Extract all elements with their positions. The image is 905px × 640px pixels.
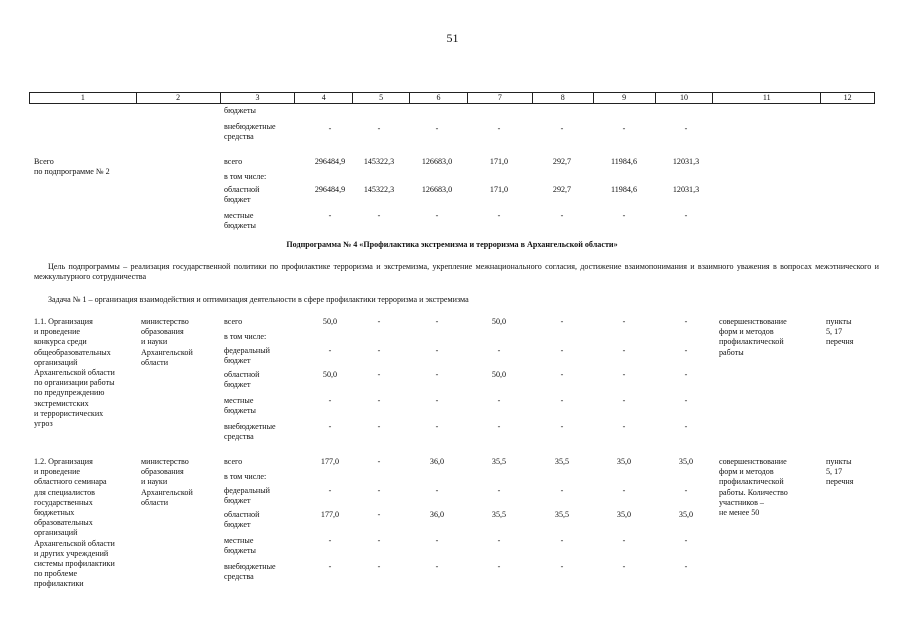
value-cell: - xyxy=(377,370,381,379)
col-header-9: 9 xyxy=(594,93,656,103)
value-cell: 292,7 xyxy=(552,185,572,194)
value-cell: - xyxy=(622,536,626,545)
value-cell: - xyxy=(435,422,439,431)
value-cell: 177,0 xyxy=(320,457,340,466)
value-cell: 145322,3 xyxy=(363,185,395,194)
value-cell: - xyxy=(560,562,564,571)
col-header-2: 2 xyxy=(137,93,221,103)
source-label: федеральный бюджет xyxy=(224,486,270,506)
value-cell: - xyxy=(328,422,332,431)
value-cell: - xyxy=(622,317,626,326)
value-cell: - xyxy=(560,317,564,326)
page-number: 51 xyxy=(446,31,459,45)
value-cell: 50,0 xyxy=(491,317,507,326)
value-cell: - xyxy=(377,486,381,495)
total-label: Всего по подпрограмме № 2 xyxy=(34,157,110,177)
value-cell: - xyxy=(435,562,439,571)
value-cell: 177,0 xyxy=(320,510,340,519)
value-cell: - xyxy=(560,211,564,220)
value-cell: 35,5 xyxy=(554,510,570,519)
task-text: Задача № 1 – организация взаимодействия и оптимизация деятельности в сфере профилактики терроризма и экстремизма xyxy=(48,295,469,304)
value-cell: - xyxy=(684,486,688,495)
value-cell: - xyxy=(560,486,564,495)
value-cell: 11984,6 xyxy=(610,157,637,166)
value-cell: 12031,3 xyxy=(672,157,700,166)
value-cell: - xyxy=(684,422,688,431)
value-cell: - xyxy=(328,486,332,495)
col-header-5: 5 xyxy=(353,93,410,103)
value-cell: - xyxy=(684,346,688,355)
table-header-row xyxy=(29,92,875,104)
subprogram-title: Подпрограмма № 4 «Профилактика экстремизма и терроризма в Архангельской области» xyxy=(286,240,618,249)
value-cell: - xyxy=(377,346,381,355)
value-cell: - xyxy=(497,211,501,220)
value-cell: 12031,3 xyxy=(672,185,700,194)
value-cell: 171,0 xyxy=(489,157,509,166)
value-cell: - xyxy=(622,396,626,405)
value-cell: - xyxy=(684,536,688,545)
value-cell: 35,0 xyxy=(678,457,694,466)
value-cell: - xyxy=(560,370,564,379)
value-cell: - xyxy=(560,124,564,133)
list-points: пункты 5, 17 перечня xyxy=(826,317,854,347)
value-cell: - xyxy=(435,370,439,379)
source-label: в том числе: xyxy=(224,332,267,341)
value-cell: 35,5 xyxy=(554,457,570,466)
value-cell: - xyxy=(328,346,332,355)
value-cell: - xyxy=(377,562,381,571)
value-cell: - xyxy=(435,536,439,545)
value-cell: 50,0 xyxy=(322,317,338,326)
value-cell: - xyxy=(497,346,501,355)
value-cell: - xyxy=(684,211,688,220)
value-cell: 171,0 xyxy=(489,185,509,194)
value-cell: 50,0 xyxy=(491,370,507,379)
col-header-1: 1 xyxy=(30,93,137,103)
value-cell: - xyxy=(497,536,501,545)
value-cell: - xyxy=(328,211,332,220)
value-cell: - xyxy=(435,211,439,220)
value-cell: - xyxy=(684,396,688,405)
source-label: в том числе: xyxy=(224,472,267,481)
value-cell: - xyxy=(377,211,381,220)
value-cell: - xyxy=(622,422,626,431)
value-cell: 292,7 xyxy=(552,157,572,166)
value-cell: - xyxy=(497,486,501,495)
expected-result: совершенствование форм и методов профилактической работы. Количество участников – не менее 50 xyxy=(719,457,788,518)
source-label: местные бюджеты xyxy=(224,396,256,416)
source-label: областной бюджет xyxy=(224,370,260,390)
value-cell: - xyxy=(622,562,626,571)
value-cell: - xyxy=(622,370,626,379)
source-label: внебюджетные средства xyxy=(224,422,276,442)
col-header-6: 6 xyxy=(410,93,468,103)
value-cell: - xyxy=(435,346,439,355)
budget-continued: бюджеты xyxy=(224,106,256,115)
value-cell: 35,0 xyxy=(616,457,632,466)
value-cell: - xyxy=(497,422,501,431)
value-cell: - xyxy=(377,422,381,431)
value-cell: 296484,9 xyxy=(314,157,346,166)
value-cell: - xyxy=(684,370,688,379)
value-cell: - xyxy=(560,422,564,431)
col-header-7: 7 xyxy=(468,93,533,103)
col-header-3: 3 xyxy=(221,93,296,103)
source-label: всего xyxy=(224,457,243,466)
value-cell: - xyxy=(622,346,626,355)
value-cell: - xyxy=(435,396,439,405)
source-label: областной бюджет xyxy=(224,185,260,205)
col-header-11: 11 xyxy=(713,93,821,103)
expected-result: совершенствование форм и методов профилактической работы xyxy=(719,317,787,357)
value-cell: 50,0 xyxy=(322,370,338,379)
source-label: областной бюджет xyxy=(224,510,260,530)
value-cell: - xyxy=(497,396,501,405)
value-cell: - xyxy=(435,124,439,133)
value-cell: - xyxy=(560,536,564,545)
goal-text: Цель подпрограммы – реализация государственной политики по профилактике терроризма и экстремизма, укрепление межнационального согласия, достижение взаимопонимания и взаимного уважения в вопросах межэтнического и межкультурного сотрудничества xyxy=(34,262,879,282)
value-cell: 126683,0 xyxy=(421,157,453,166)
value-cell: - xyxy=(377,510,381,519)
value-cell: 35,0 xyxy=(678,510,694,519)
value-cell: 126683,0 xyxy=(421,185,453,194)
list-points: пункты 5, 17 перечня xyxy=(826,457,854,487)
source-label: внебюджетные средства xyxy=(224,122,276,142)
value-cell: - xyxy=(377,536,381,545)
value-cell: - xyxy=(560,396,564,405)
measure-name: 1.2. Организация и проведение областного семинара для специалистов государственных бюджетных образовательных организаций Архангельской области и других учреждений системы профилактики по проблеме профилактики xyxy=(34,457,115,589)
value-cell: 11984,6 xyxy=(610,185,637,194)
executor: министерство образования и науки Архангельской области xyxy=(141,317,193,367)
value-cell: 296484,9 xyxy=(314,185,346,194)
value-cell: - xyxy=(377,396,381,405)
executor: министерство образования и науки Архангельской области xyxy=(141,457,193,507)
value-cell: 36,0 xyxy=(429,510,445,519)
value-cell: - xyxy=(377,317,381,326)
value-cell: - xyxy=(377,457,381,466)
value-cell: 35,5 xyxy=(491,510,507,519)
value-cell: - xyxy=(328,396,332,405)
value-cell: 36,0 xyxy=(429,457,445,466)
value-cell: - xyxy=(328,536,332,545)
value-cell: 35,0 xyxy=(616,510,632,519)
value-cell: - xyxy=(622,211,626,220)
col-header-12: 12 xyxy=(843,93,852,102)
value-cell: - xyxy=(497,562,501,571)
value-cell: - xyxy=(435,486,439,495)
source-label: местные бюджеты xyxy=(224,211,256,231)
value-cell: - xyxy=(377,124,381,133)
col-header-4: 4 xyxy=(295,93,353,103)
value-cell: - xyxy=(435,317,439,326)
value-cell: - xyxy=(328,562,332,571)
col-header-8: 8 xyxy=(533,93,594,103)
source-label: всего xyxy=(224,317,243,326)
col-header-10: 10 xyxy=(656,93,714,103)
source-label: федеральный бюджет xyxy=(224,346,270,366)
value-cell: - xyxy=(560,346,564,355)
source-label: в том числе: xyxy=(224,172,267,181)
source-label: местные бюджеты xyxy=(224,536,256,556)
source-label: всего xyxy=(224,157,243,166)
value-cell: - xyxy=(684,562,688,571)
source-label: внебюджетные средства xyxy=(224,562,276,582)
value-cell: - xyxy=(684,124,688,133)
value-cell: 35,5 xyxy=(491,457,507,466)
value-cell: - xyxy=(622,124,626,133)
value-cell: 145322,3 xyxy=(363,157,395,166)
measure-name: 1.1. Организация и проведение конкурса среди общеобразовательных организаций Архангельской области по организации работы по предупреждению экстремистских и террористических угроз xyxy=(34,317,115,429)
value-cell: - xyxy=(622,486,626,495)
value-cell: - xyxy=(328,124,332,133)
value-cell: - xyxy=(684,317,688,326)
value-cell: - xyxy=(497,124,501,133)
